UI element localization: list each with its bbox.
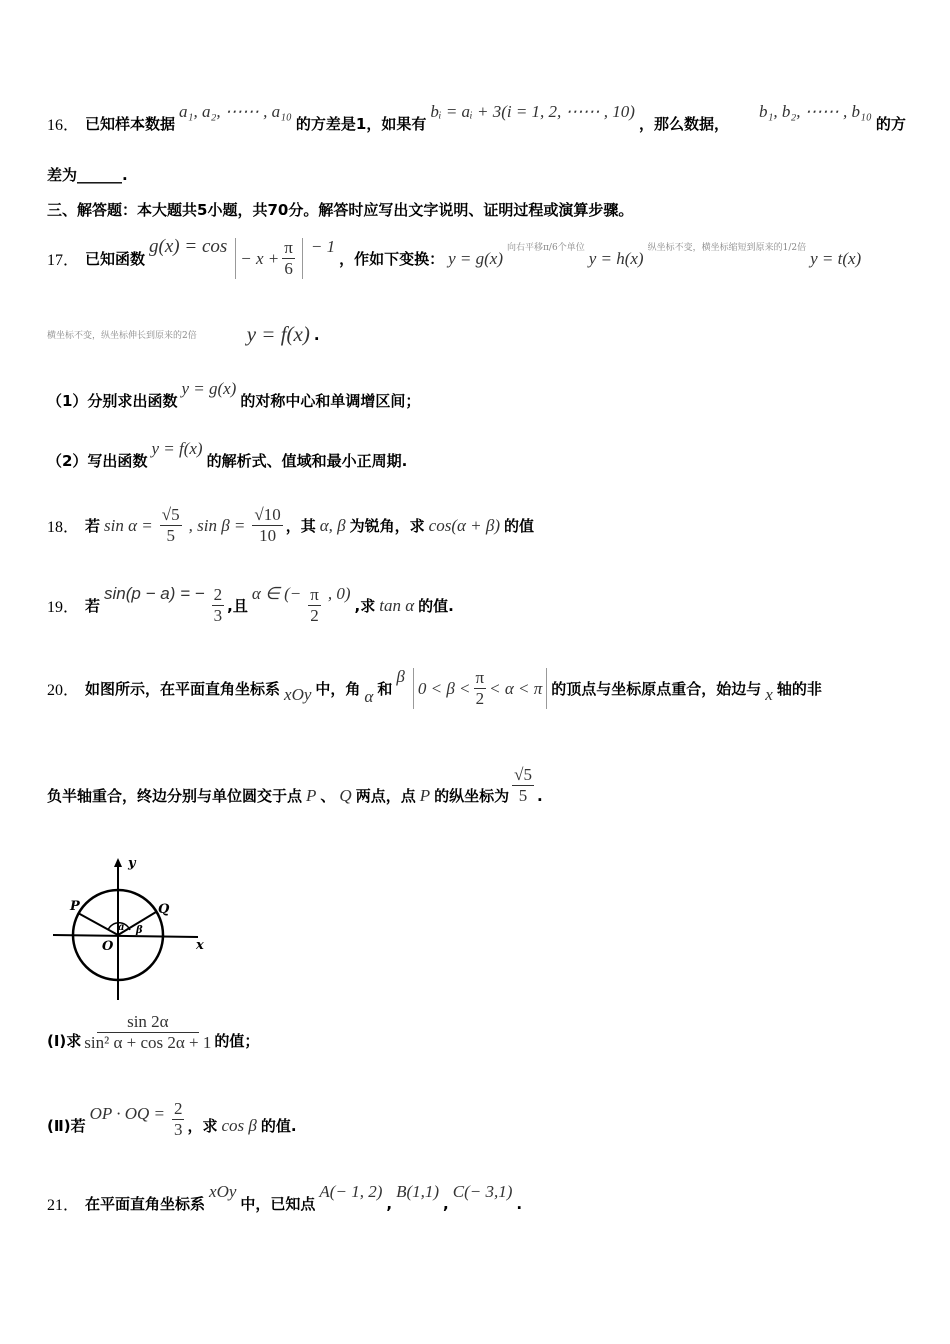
math: 5 [518,786,528,805]
math: y = g(x) [448,248,504,268]
text: 轴的非 [776,680,822,698]
math: tan α [379,595,415,615]
text: 的纵坐标为 [434,787,510,805]
math: √5 [161,505,180,524]
text: 的方 [875,115,906,133]
math: 2 [310,606,319,625]
math: y = g(x) [181,378,237,398]
text: 、 [320,787,336,805]
text: ,求 [354,597,376,615]
label-y: y [128,856,136,871]
math: 2 [173,1099,183,1118]
math: 10 [259,526,277,545]
text: 的值； [214,1032,260,1050]
q-number: 20． [47,682,80,699]
text: ，求 [187,1117,218,1135]
text: (Ⅱ)若 [47,1117,86,1135]
math: x [765,684,773,704]
math: π [284,238,293,257]
math: √5 [514,765,532,784]
text: 的顶点与坐标原点重合，始边与 [551,680,762,698]
text: 和 [377,680,393,698]
math: 0 < β < [417,678,471,698]
math: bᵢ = aᵢ + 3(i = 1, 2, ⋯⋯ , 10) [430,101,635,121]
math: y = f(x) [246,322,310,346]
x-axis [53,935,198,937]
label-o: O [102,939,114,954]
math: β [396,666,405,686]
question-20-part2 [47,1099,297,1146]
q-number: 18． [47,519,80,536]
question-17-line1 [47,235,865,279]
text: 在平面直角坐标系 [85,1195,206,1213]
math: a₁, a₂, ⋯⋯ , a₁₀ [179,101,292,121]
text: ，其 [285,517,316,535]
math: α ∈ (− [251,583,302,603]
y-arrow-icon [114,858,122,867]
math: y = t(x) [810,248,862,268]
text: 若 [85,597,101,615]
label-beta: β [136,925,143,936]
text: 的方差是1，如果有 [295,115,427,133]
q-number: 16． [47,117,80,134]
label-q: Q [158,902,170,917]
question-17-part2 [47,438,408,471]
text: (Ⅰ)求 [47,1032,82,1050]
math: B(1,1) [396,1181,440,1201]
question-19 [47,585,454,626]
text: ，作如下变换： [339,250,445,268]
text: 已知函数 [85,250,146,268]
transform-arrow-label: 向右平移π/6个单位 [507,243,585,253]
text: . [516,1194,523,1213]
text: . [536,786,543,805]
math: 2 [475,689,485,708]
text: 的值 [504,517,535,535]
math: 6 [284,259,293,278]
math: − x + [240,248,280,268]
math: cos β [221,1115,257,1135]
math: P [419,785,431,805]
text: , [386,1194,393,1213]
math: , sin β = [188,515,246,535]
math: sin 2α [97,1012,199,1033]
text: . [313,325,320,344]
question-16-line2: 差为______. [47,166,128,184]
text: , [443,1194,449,1213]
math: OP · OQ = [89,1103,165,1123]
math: √10 [254,505,281,524]
text: 中，角 [315,680,361,698]
text: 负半轴重合，终边分别与单位圆交于点 [47,787,303,805]
math: y = f(x) [151,438,203,458]
question-18 [47,505,534,546]
transform-arrow-label: 纵坐标不变，横坐标缩短到原来的1/2倍 [647,243,807,253]
unit-circle-figure [48,855,213,1005]
math: sin α = [104,515,153,535]
math: xOy [284,684,312,704]
question-20-line2 [47,765,543,816]
math: A(− 1, 2) [319,1181,383,1201]
text: 两点，点 [355,787,416,805]
question-20-part1 [47,1012,260,1061]
text: 如图所示，在平面直角坐标系 [85,680,281,698]
section-heading: 三、解答题：本大题共5小题，共70分。解答时应写出文字说明、证明过程或演算步骤。 [47,201,634,219]
math: π [310,585,319,604]
math: Q [339,785,352,805]
math: g(x) = cos [149,235,228,257]
math: xOy [209,1181,237,1201]
text: ，那么数据， [638,115,729,133]
text: 的解析式、值域和最小正周期. [206,452,408,470]
math: π [475,668,485,687]
question-17-line2 [47,322,320,347]
math: 3 [173,1120,183,1139]
q-number: 21． [47,1197,80,1214]
math: α [364,686,374,706]
text: 为锐角，求 [349,517,425,535]
question-17-part1 [47,378,421,411]
math: b₁, b₂, ⋯⋯ , b₁₀ [758,101,872,121]
math: P [306,785,317,805]
text: ,且 [227,597,248,615]
question-21 [47,1181,523,1215]
text: （1）分别求出函数 [47,392,178,410]
label-alpha: a [118,922,125,933]
math: y = h(x) [588,248,644,268]
text: 的对称中心和单调增区间； [240,392,421,410]
math: α, β [319,515,346,535]
question-16-line1 [47,101,906,135]
text: 的值. [260,1117,297,1135]
math: sin² α + cos 2α + 1 [84,1033,212,1052]
math: 5 [166,526,175,545]
transform-arrow-label: 横坐标不变，纵坐标伸长到原来的2倍 [47,331,197,341]
math: , 0) [327,583,351,603]
math: 3 [213,606,223,625]
math: cos(α + β) [428,515,501,535]
q-number: 17． [47,252,80,269]
math: − 1 [310,236,336,256]
math: 2 [213,585,223,604]
text: 已知样本数据 [85,115,176,133]
math: C(− 3,1) [452,1181,513,1201]
text: 若 [85,517,101,535]
q-number: 19． [47,599,80,616]
text: 的值. [418,597,454,615]
label-x: x [196,938,204,953]
text: （2）写出函数 [47,452,148,470]
label-p: P [70,899,80,914]
math: < α < π [489,678,543,698]
math: sin(p − a) = − [104,583,205,603]
question-20-line1 [47,668,822,709]
text: 中，已知点 [240,1195,316,1213]
